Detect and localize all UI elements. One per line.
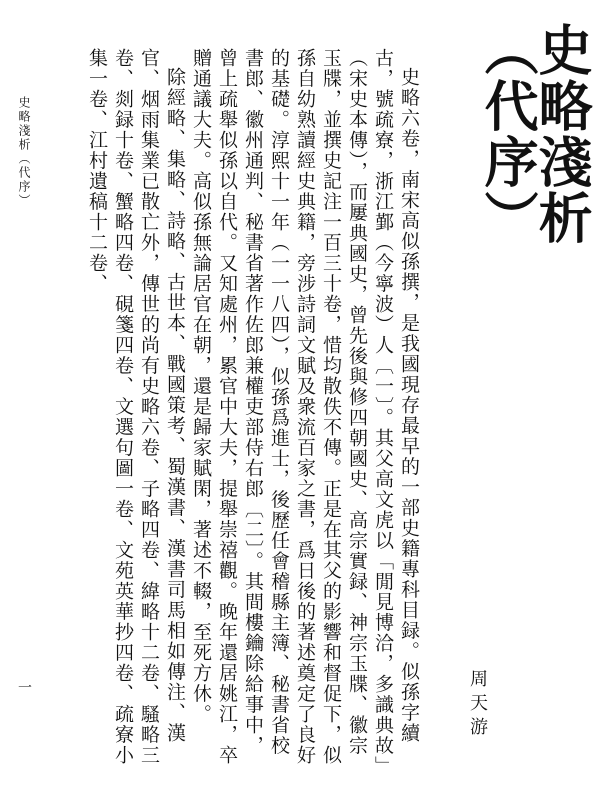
running-head: 史略淺析（代序）: [17, 96, 31, 208]
page-number: 一: [16, 680, 32, 694]
paragraph: 除經略、集略、詩略、古世本、戰國策考、蜀漢書、漢書司馬相如傳注、漢官、烟雨集業已散亡外，傳世的尚有史略六卷、子略四卷、緯略十二卷、騷略三卷、剡録十卷、蟹略四卷、硯箋四卷、文選句圖一卷、文苑英華抄四卷、疏寮小集一卷、江村遺稿十二卷、: [86, 48, 186, 766]
body-text: [68, 48, 422, 768]
paragraph: 史略六卷，南宋高似孫撰，是我國現存最早的一部史籍專科目録。似孫字續古，號疏寮，浙江鄞（今寧波）人〔一〕。其父高文虎以「閒見博洽，多識典故」（宋史本傳），而屢典國史，曾先後與修四朝國史、高宗實録、神宗玉牒、徽宗玉牒，並撰史記注一百三十卷，惜均散佚不傳。正是在其父的影響和督促下，似孫自幼熟讀經史典籍，旁涉詩詞文賦及衆流百家之書，爲日後的著述奠定了良好的基礎。淳熙十一年（一一八四），似孫爲進士，後歷任會稽縣主簿、秘書省校書郎、徽州通判、秘書省著作佐郎兼權吏部侍右郎〔二〕。其間樓鑰除給事中，曾上疏舉似孫以自代。又知處州，累官中大夫，提舉崇禧觀。晚年還居姚江，卒贈通議大夫。高似孫無論居官在朝，還是歸家賦閑，著述不輟，至死方休。: [190, 48, 420, 767]
author-name: 周天游: [467, 669, 488, 741]
page-title: 史略淺析（代序）: [476, 22, 594, 246]
